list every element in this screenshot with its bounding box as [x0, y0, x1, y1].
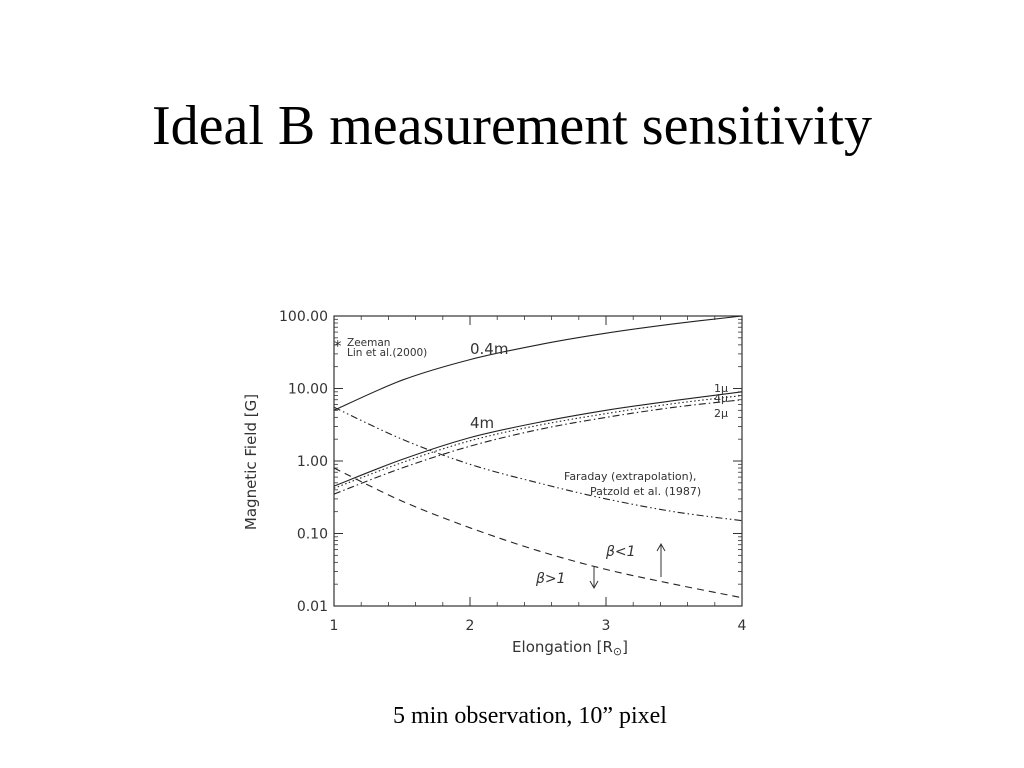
- plot-frame: [334, 316, 742, 606]
- beta-greater-label: β>1: [536, 571, 566, 587]
- label-1mu: 1μ: [714, 382, 728, 395]
- magnetic-field-chart: [230, 300, 760, 670]
- faraday-label-line2: Patzold et al. (1987): [590, 485, 702, 498]
- slide-title: Ideal B measurement sensitivity: [151, 95, 873, 157]
- zeeman-label-line2: Lin et al.(2000): [347, 347, 428, 359]
- y-tick-label: 0.10: [296, 526, 328, 543]
- label-04m: 0.4m: [470, 340, 509, 358]
- x-tick-label: 3: [601, 618, 611, 634]
- zeeman-label-line1: Zeeman: [347, 337, 391, 349]
- label-4m: 4m: [470, 414, 495, 432]
- label-2mu: 2μ: [714, 407, 728, 420]
- label-4mu: 4μ: [714, 392, 728, 405]
- series-line-0: [334, 316, 742, 410]
- zeeman-point-marker: *: [334, 337, 342, 355]
- y-tick-label: 1.00: [296, 454, 328, 470]
- sun-symbol: ⊙: [612, 645, 623, 658]
- x-tick-label: 4: [737, 618, 747, 634]
- slide-caption: 5 min observation, 10” pixel: [393, 703, 667, 729]
- y-tick-label: 100.00: [279, 309, 328, 325]
- x-tick-label: 1: [329, 618, 339, 634]
- faraday-label-line1: Faraday (extrapolation),: [564, 470, 697, 483]
- x-axis-title: Elongation $[R_⊙]$: [512, 638, 628, 658]
- y-tick-label: 10.00: [287, 381, 328, 398]
- y-tick-label: 0.01: [296, 599, 328, 615]
- arrow-down-icon: [590, 566, 598, 588]
- series-line-4: [334, 407, 742, 520]
- y-axis-title: Magnetic Field [G]: [242, 393, 260, 531]
- x-tick-label: 2: [465, 618, 475, 634]
- beta-less-label: β<1: [606, 544, 636, 560]
- arrow-up-icon: [657, 544, 665, 577]
